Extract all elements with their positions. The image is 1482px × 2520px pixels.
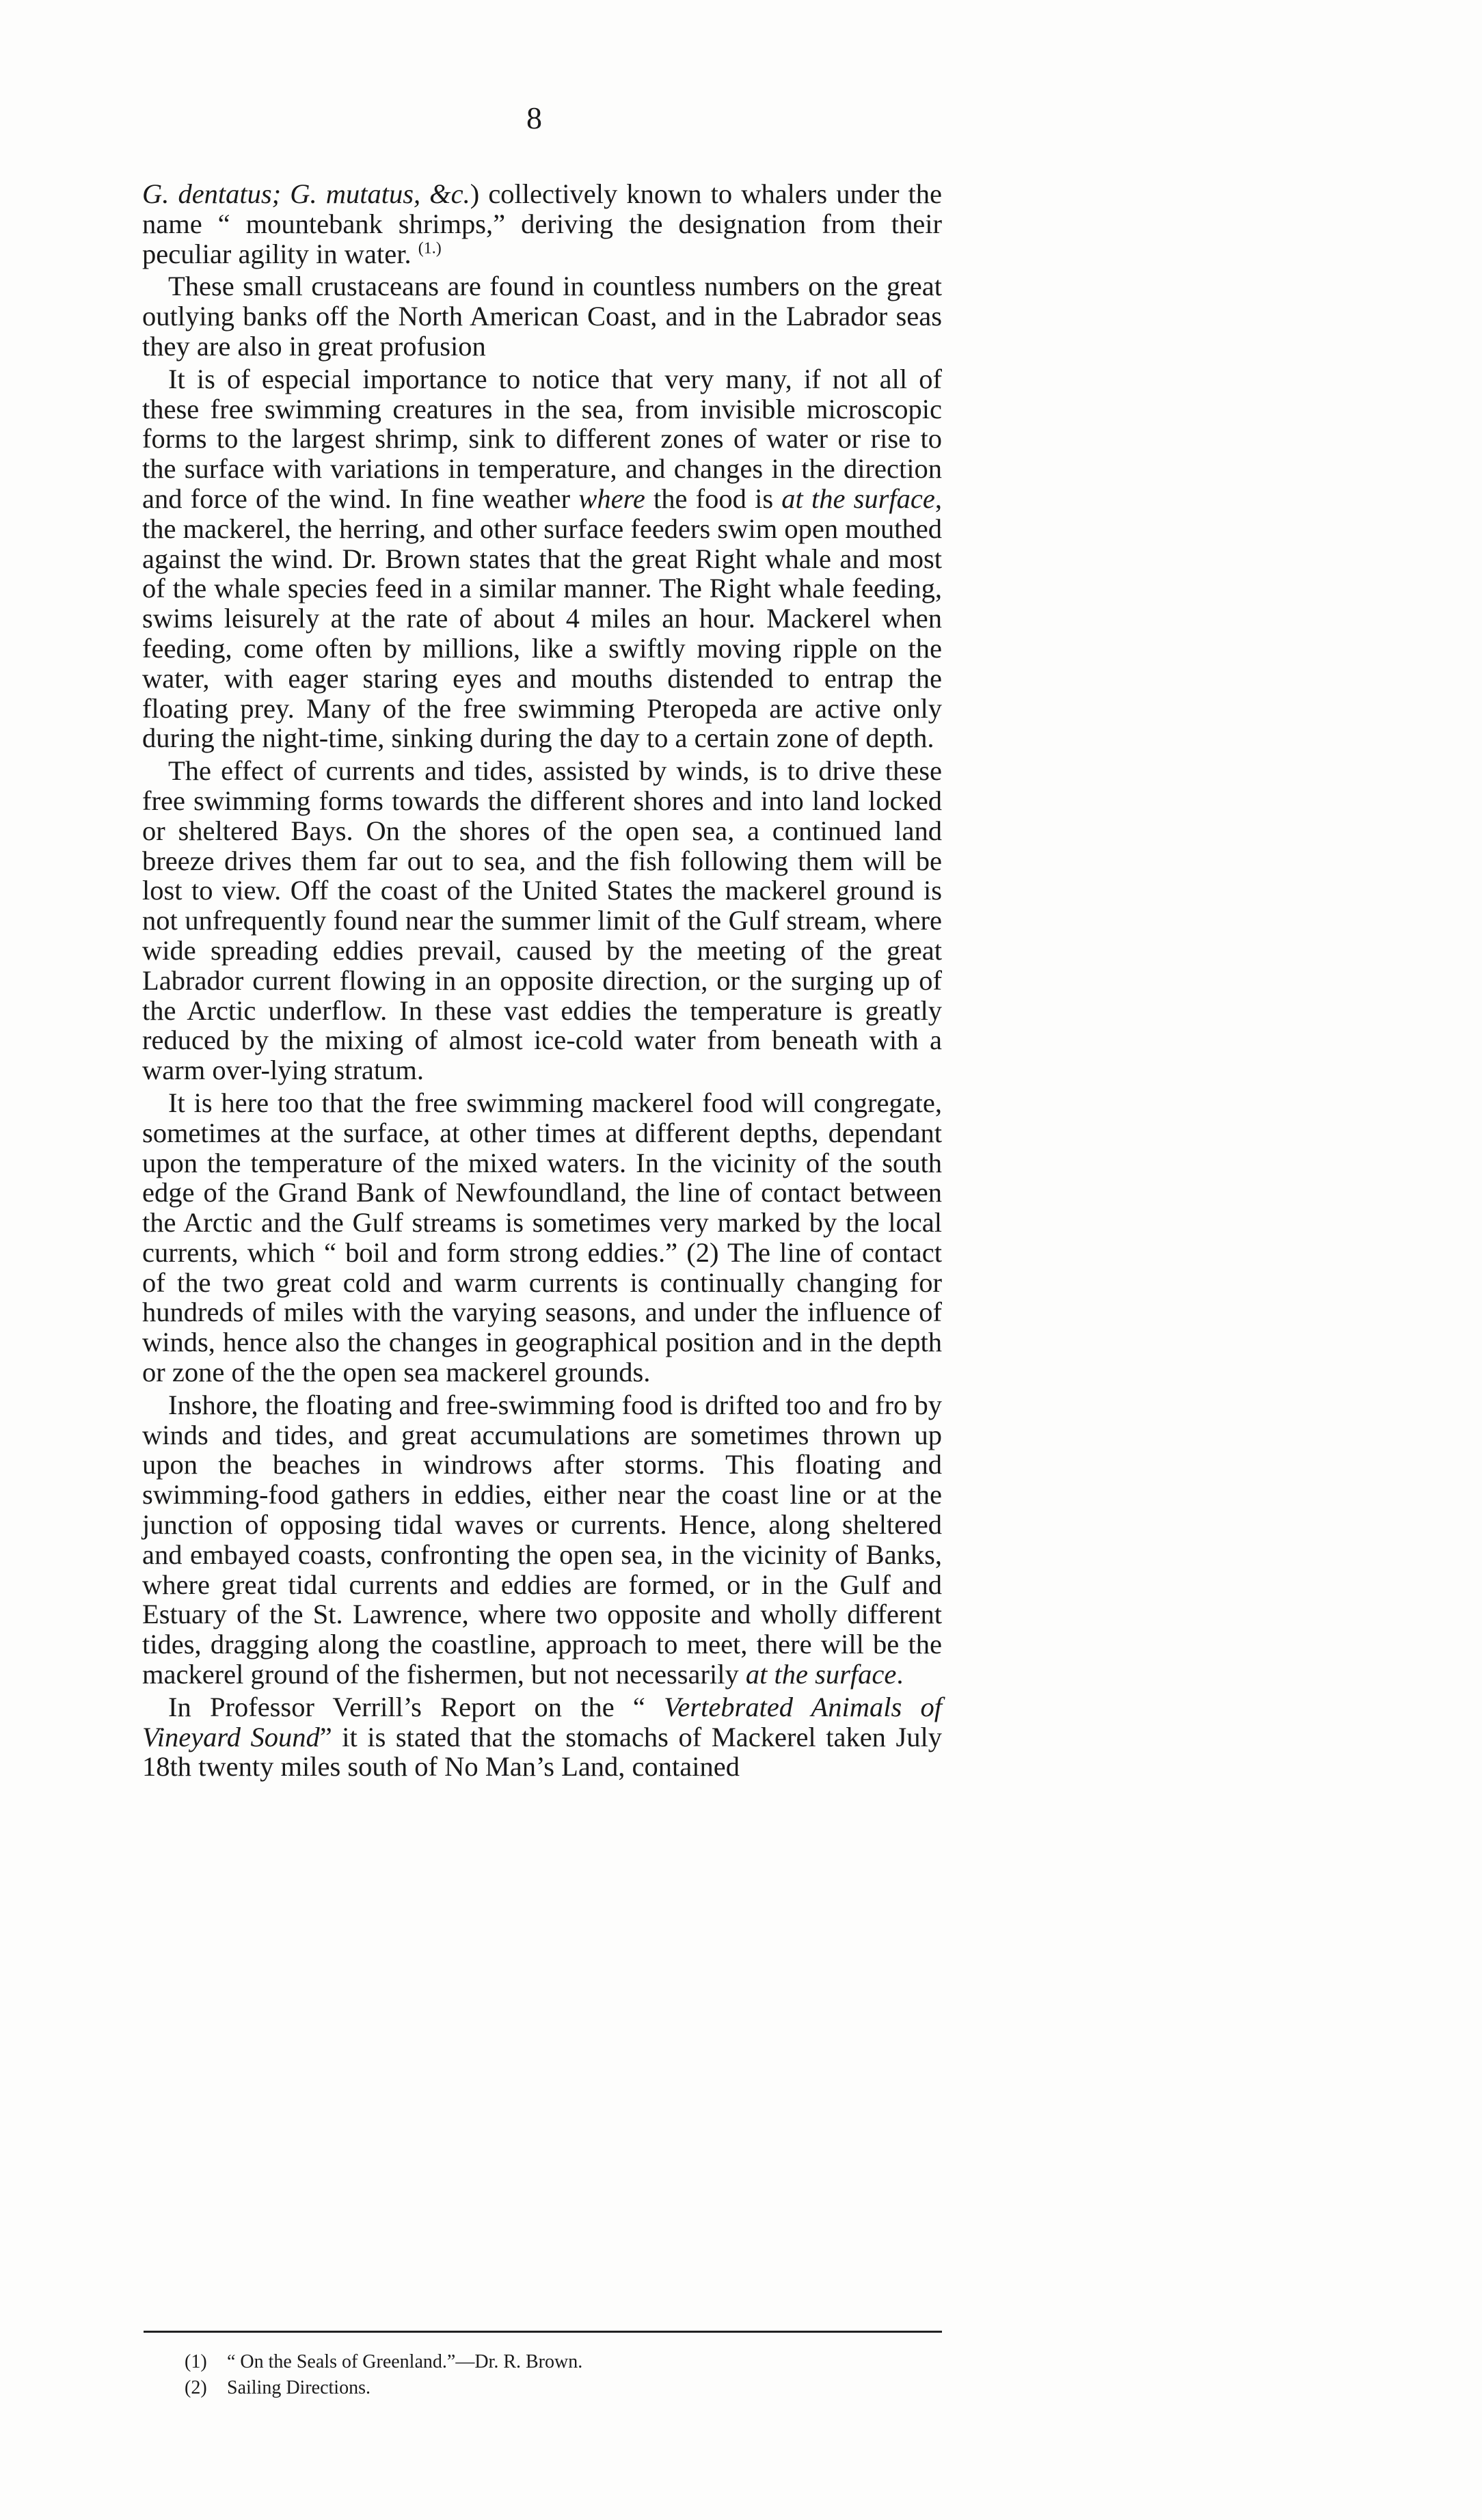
body-text [142,179,942,1782]
paragraph [142,1390,942,1690]
footnote-divider [144,2331,942,2333]
footnote-reference: (1.) [418,239,442,258]
footnotes [185,2349,937,2401]
page-number: 8 [526,100,542,135]
italic-text: at the surface [781,483,935,514]
italic-text: at the surface [745,1659,897,1690]
italic-text: Vertebrated Animals of Vineyard Sound [142,1691,942,1752]
italic-text: G. dentatus; G. mutatus, &c. [142,178,470,209]
paragraph-text: In Professor Verrill’s Report on the “ [168,1691,664,1722]
paragraph-text: It is here too that the free swimming mackerel food will congregate, sometimes at the surface, at other times at different depths, dependant upon the temperature of the mixed waters. In the vicinity of the south edge of the Grand Bank of Newfoundland, the line of contact between the Arctic and the Gulf streams is sometimes very marked by the local currents, which “ boil and form strong eddies.” (2) The line of contact of the two great cold and warm currents is continually changing for hundreds of miles with the varying seasons, and under the influence of winds, hence also the changes in geographical position and in the depth or zone of the the open sea mackerel grounds. [142,1087,942,1388]
footnote-text: Sailing Directions. [227,2377,370,2398]
paragraph [142,1692,942,1782]
footnote-marker: (1) [185,2351,207,2372]
footnote [185,2375,937,2401]
paragraph-text: the food is [645,483,782,514]
paragraph-text: These small crustaceans are found in countless numbers on the great outlying banks off the North American Coast, and in the Labrador seas they are also in great profusion [142,271,942,362]
paragraph [142,756,942,1085]
paragraph-text: , the mackerel, the herring, and other surface feeders swim open mouthed against the wind. Dr. Brown states that the great Right whale and most of the whale species feed in a similar manner. The Right whale feeding, swims leisurely at the rate of about 4 miles an hour. Mackerel when feeding, come often by millions, like a swiftly moving ripple on the water, with eager staring eyes and mouths distended to entrap the floating prey. Many of the free swimming Pteropeda are active only during the night-time, sinking during the day to a certain zone of depth. [142,483,942,754]
paragraph-text: It is of especial importance to notice that very many, if not all of these free swimming creatures in the sea, from invisible microscopic forms to the largest shrimp, sink to different zones of water or rise to the surface with variations in temperature, and changes in the direction and force of the wind. In fine weather [142,363,942,514]
paragraph-text: The effect of currents and tides, assisted by winds, is to drive these free swimming forms towards the different shores and into land locked or sheltered Bays. On the shores of the open sea, a continued land breeze drives them far out to sea, and the fish following them will be lost to view. Off the coast of the United States the mackerel ground is not unfrequently found near the summer limit of the Gulf stream, where wide spreading eddies prevail, caused by the meeting of the great Labrador current flowing in an opposite direction, or the surging up of the Arctic underflow. In these vast eddies the temperature is greatly reduced by the mixing of almost ice-cold water from beneath with a warm over-lying stratum. [142,755,942,1086]
paragraph [142,364,942,753]
footnote [185,2349,937,2375]
paragraph-text: Inshore, the floating and free-swimming food is drifted too and fro by winds and tides, and great accumulations are sometimes thrown up upon the beaches in windrows after storms. This floating and swimming-food gathers in eddies, either near the coast line or at the junction of opposing tidal waves or currents. Hence, along sheltered and embayed coasts, confronting the open sea, in the vicinity of Banks, where great tidal currents and eddies are formed, or in the Gulf and Estuary of the St. Lawrence, where two opposite and wholly different tides, dragging along the coastline, approach to meet, there will be the mackerel ground of the fishermen, but not necessarily [142,1389,942,1690]
paragraph-text: ) collectively known to whalers under the name “ mountebank shrimps,” deriving the designation from their peculiar agility in water. [142,178,942,269]
italic-text: where [578,483,645,514]
paragraph [142,271,942,361]
footnote-marker: (2) [185,2377,207,2398]
paragraph [142,179,942,269]
paragraph-text: ” it is stated that the stomachs of Mackerel taken July 18th twenty miles south of No Man’s Land, contained [142,1721,942,1783]
footnote-text: “ On the Seals of Greenland.”—Dr. R. Brown. [227,2351,583,2372]
paragraph-text: . [896,1659,904,1690]
paragraph [142,1088,942,1387]
